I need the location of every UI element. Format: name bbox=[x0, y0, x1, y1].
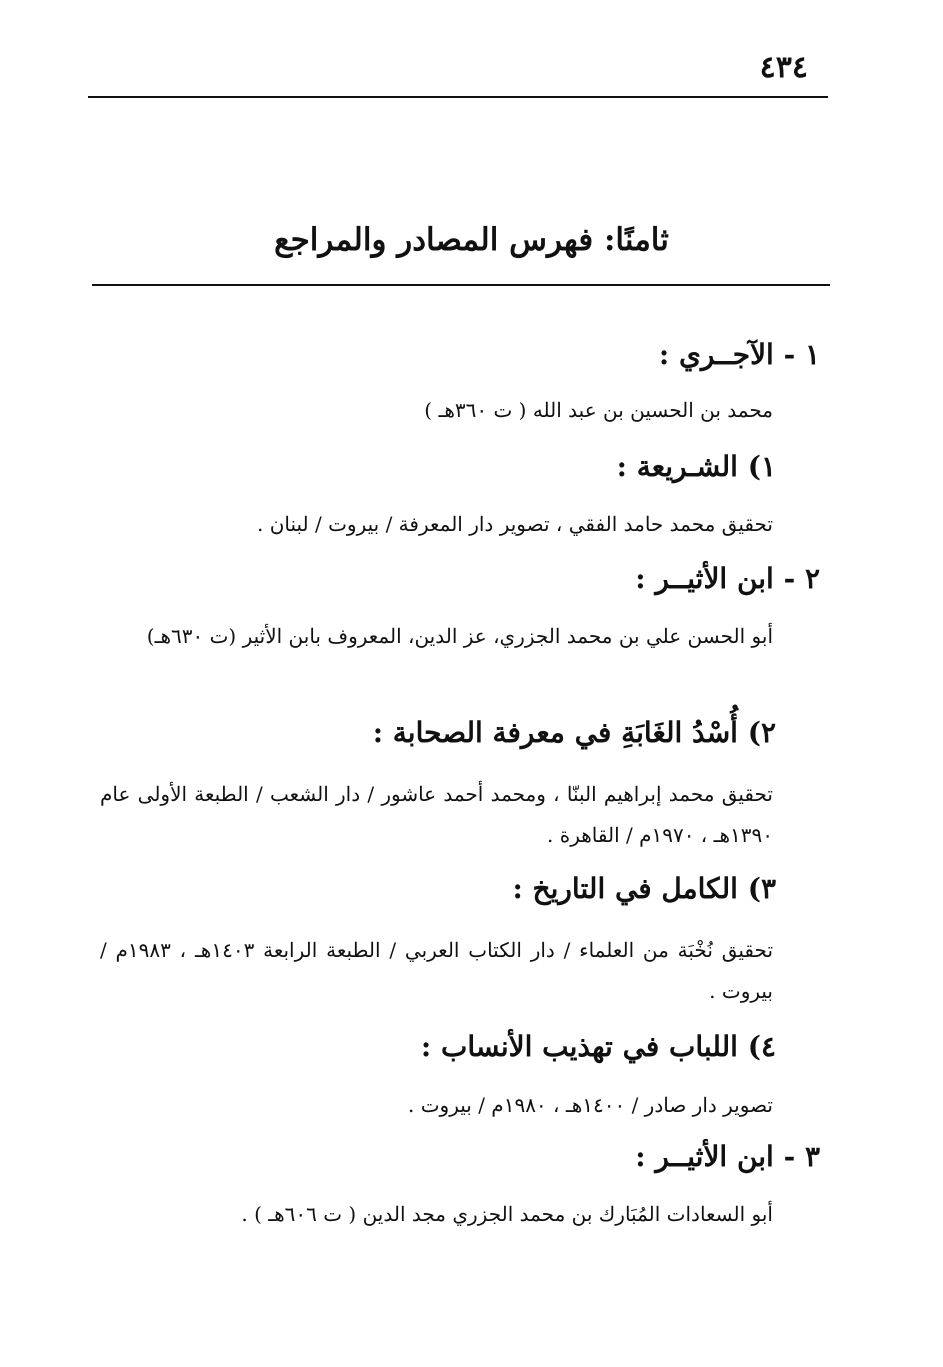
page-number: ٤٣٤ bbox=[759, 50, 808, 85]
entry-heading: ٢ - ابن الأثيــر : bbox=[635, 562, 820, 595]
book-title: ١) الشـريعة : bbox=[616, 450, 776, 483]
title-rule bbox=[92, 284, 830, 286]
book-details: تحقيق محمد إبراهيم البنّا ، ومحمد أحمد عاشور / دار الشعب / الطبعة الأولى عام ١٣٩٠هـ ، ١٩٧٠م / القاهرة . bbox=[100, 782, 773, 847]
entry-author: محمد بن الحسين بن عبد الله ( ت ٣٦٠هـ ) bbox=[424, 398, 773, 422]
book-details: تحقيق نُخْبَة من العلماء / دار الكتاب العربي / الطبعة الرابعة ١٤٠٣هـ ، ١٩٨٣م / بيروت . bbox=[100, 938, 774, 1003]
book-details: تصوير دار صادر / ١٤٠٠هـ ، ١٩٨٠م / بيروت . bbox=[408, 1093, 773, 1117]
entry-heading: ١ - الآجــري : bbox=[658, 338, 820, 371]
entry-author: أبو السعادات المُبَارك بن محمد الجزري مجد الدين ( ت ٦٠٦هـ ) . bbox=[241, 1202, 773, 1226]
page-title: ثامنًا: فهرس المصادر والمراجع bbox=[274, 222, 669, 258]
book-title: ٢) أُسْدُ الغَابَةِ في معرفة الصحابة : bbox=[372, 716, 776, 749]
book-title: ٣) الكامل في التاريخ : bbox=[512, 872, 776, 905]
header-rule bbox=[88, 96, 828, 98]
entry-author: أبو الحسن علي بن محمد الجزري، عز الدين، المعروف بابن الأثير (ت ٦٣٠هـ) bbox=[146, 624, 773, 648]
book-details: تحقيق محمد حامد الفقي ، تصوير دار المعرفة / بيروت / لبنان . bbox=[256, 512, 773, 536]
entry-heading: ٣ - ابن الأثيــر : bbox=[635, 1140, 820, 1173]
book-title: ٤) اللباب في تهذيب الأنساب : bbox=[420, 1030, 776, 1063]
